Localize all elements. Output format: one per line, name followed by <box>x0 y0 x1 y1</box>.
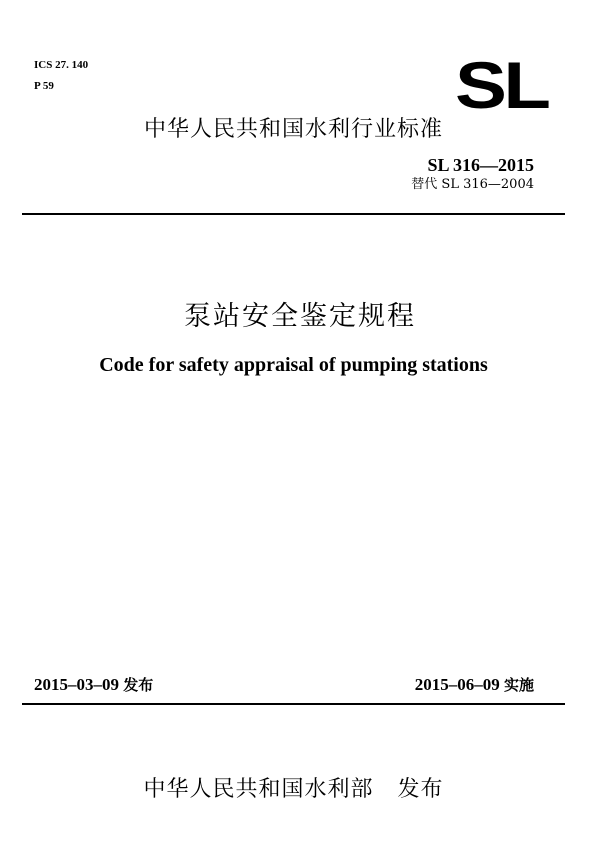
bottom-divider <box>22 703 565 705</box>
effective-date: 2015–06–09 <box>414 675 500 694</box>
publisher-name: 中华人民共和国水利部 <box>143 777 374 802</box>
publisher-block <box>0 776 587 804</box>
ics-code: ICS 27. 140 <box>34 59 89 71</box>
issue-date: 2015–03–09 <box>34 675 119 694</box>
effective-label: 实施 <box>503 676 534 694</box>
industry-standard-label: 中华人民共和国水利行业标准 <box>144 117 444 142</box>
issue-label: 发布 <box>123 676 154 694</box>
title-english: Code for safety appraisal of pumping stations <box>99 354 488 376</box>
issue-date-block <box>34 674 153 696</box>
ccs-code: P 59 <box>34 80 54 92</box>
standard-number: SL 316—2015 <box>427 155 534 175</box>
replaces-standard: 替代 SL 316—2004 <box>411 177 534 192</box>
effective-date-block <box>415 674 534 696</box>
title-chinese: 泵站安全鉴定规程 <box>184 301 416 332</box>
top-divider <box>22 213 565 215</box>
publisher-label: 发布 <box>397 777 444 802</box>
sl-logo: SL <box>455 48 548 122</box>
